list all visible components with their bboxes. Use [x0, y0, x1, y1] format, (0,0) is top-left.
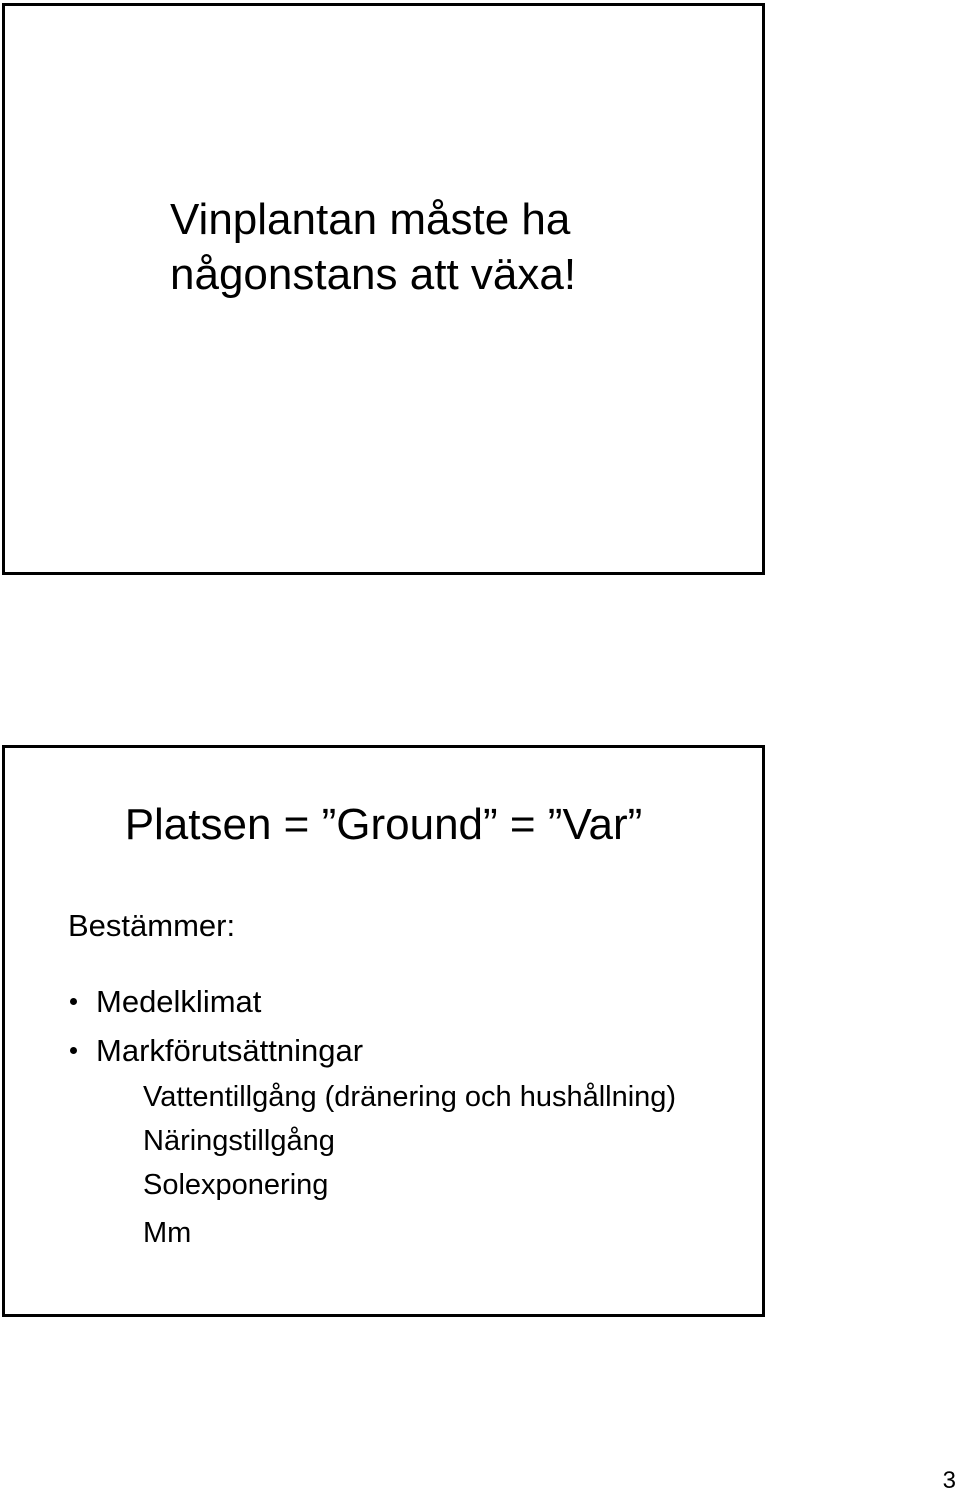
bullet-icon [70, 1047, 77, 1054]
list-item [68, 977, 363, 1026]
page-number: 3 [942, 1467, 956, 1494]
sub-item: Solexponering [143, 1169, 329, 1201]
sub-item: Vattentillgång (dränering och hushållning) [143, 1081, 677, 1113]
bullet-label: Markförutsättningar [96, 1033, 364, 1068]
bullet-icon [70, 998, 77, 1005]
slide-1-title-line-1: Vinplantan måste ha [170, 195, 571, 244]
slide-1-title [170, 192, 576, 302]
bullet-label: Medelklimat [96, 984, 262, 1019]
bullet-list [68, 977, 363, 1075]
slide-2-intro: Bestämmer: [68, 908, 236, 943]
slide-2-title: Platsen = ”Ground” = ”Var” [124, 800, 643, 849]
sub-item: Näringstillgång [143, 1125, 335, 1157]
list-item [68, 1026, 363, 1075]
slide-2 [2, 745, 765, 1317]
slide-1 [2, 3, 765, 575]
slide-1-title-line-2: någonstans att växa! [170, 250, 577, 299]
sub-item: Mm [143, 1217, 192, 1249]
sub-item-list [143, 1075, 676, 1255]
